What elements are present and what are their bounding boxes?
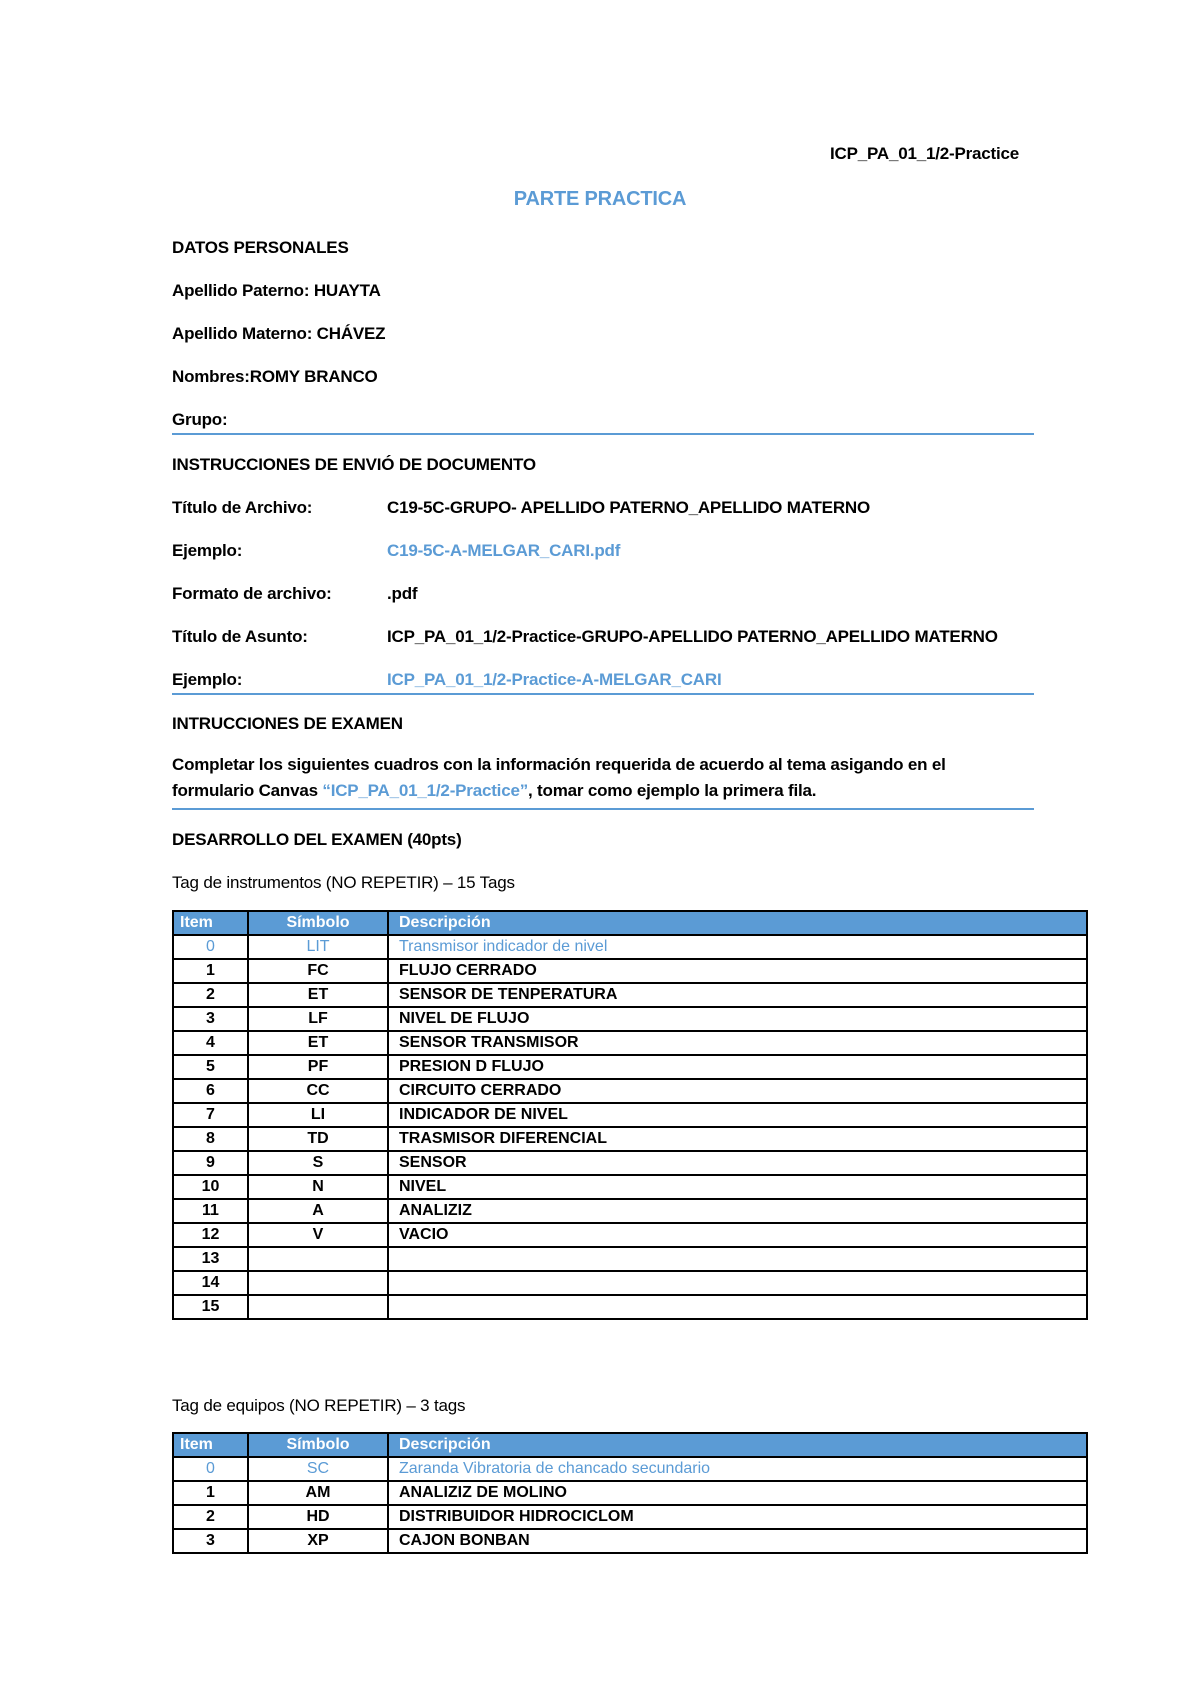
table-row [173,1457,1087,1481]
table-row [173,1271,1087,1295]
item-cell: 1 [173,959,248,983]
table-row [173,1007,1087,1031]
item-cell: 12 [173,1223,248,1247]
descripcion-cell: TRASMISOR DIFERENCIAL [388,1127,1087,1151]
table-row [173,959,1087,983]
equipos-title: Tag de equipos (NO REPETIR) – 3 tags [172,1396,466,1415]
descripcion-column-header: Descripción [388,911,1087,935]
item-cell: 2 [173,1505,248,1529]
table-row [173,935,1087,959]
simbolo-cell: LI [248,1103,388,1127]
simbolo-cell [248,1295,388,1319]
simbolo-cell [248,1247,388,1271]
envio-example-value: ICP_PA_01_1/2-Practice-A-MELGAR_CARI [387,670,722,689]
descripcion-cell: CIRCUITO CERRADO [388,1079,1087,1103]
descripcion-cell: NIVEL DE FLUJO [388,1007,1087,1031]
table-row [173,1151,1087,1175]
envio-value: C19-5C-GRUPO- APELLIDO PATERNO_APELLIDO MATERNO [387,498,870,517]
simbolo-cell: S [248,1151,388,1175]
envio-value: ICP_PA_01_1/2-Practice-GRUPO-APELLIDO PATERNO_APELLIDO MATERNO [387,627,998,646]
descripcion-cell: FLUJO CERRADO [388,959,1087,983]
simbolo-cell: ET [248,983,388,1007]
envio-label: Formato de archivo: [172,584,332,603]
descripcion-cell: Transmisor indicador de nivel [388,935,1087,959]
descripcion-cell: VACIO [388,1223,1087,1247]
item-cell: 0 [173,935,248,959]
section-divider [172,433,1034,435]
simbolo-cell: ET [248,1031,388,1055]
simbolo-cell: LF [248,1007,388,1031]
descripcion-cell: SENSOR DE TENPERATURA [388,983,1087,1007]
envio-label: Ejemplo: [172,541,243,560]
item-cell: 5 [173,1055,248,1079]
descripcion-cell: ANALIZIZ [388,1199,1087,1223]
table-row [173,1103,1087,1127]
envio-value: .pdf [387,584,418,603]
item-cell: 13 [173,1247,248,1271]
item-cell: 1 [173,1481,248,1505]
simbolo-cell: XP [248,1529,388,1553]
simbolo-cell: FC [248,959,388,983]
descripcion-cell: ANALIZIZ DE MOLINO [388,1481,1087,1505]
item-column-header: Item [173,1433,248,1457]
simbolo-cell: HD [248,1505,388,1529]
descripcion-cell: NIVEL [388,1175,1087,1199]
envio-label: Título de Archivo: [172,498,313,517]
item-cell: 15 [173,1295,248,1319]
item-cell: 9 [173,1151,248,1175]
descripcion-cell: SENSOR TRANSMISOR [388,1031,1087,1055]
descripcion-cell: CAJON BONBAN [388,1529,1087,1553]
envio-label: Título de Asunto: [172,627,308,646]
table-row [173,1127,1087,1151]
apellido-materno: Apellido Materno: CHÁVEZ [172,324,386,343]
descripcion-cell: Zaranda Vibratoria de chancado secundario [388,1457,1087,1481]
simbolo-cell: LIT [248,935,388,959]
table-row [173,1031,1087,1055]
document-code: ICP_PA_01_1/2-Practice [830,144,1020,163]
envio-heading: INSTRUCCIONES DE ENVIÓ DE DOCUMENTO [172,455,536,474]
descripcion-column-header: Descripción [388,1433,1087,1457]
item-cell: 0 [173,1457,248,1481]
table-row [173,1505,1087,1529]
descripcion-cell: INDICADOR DE NIVEL [388,1103,1087,1127]
table-row [173,1199,1087,1223]
instrumentos-table [172,910,1088,1320]
table-row [173,1481,1087,1505]
grupo: Grupo: [172,410,228,429]
table-header-row [173,911,1087,935]
item-cell: 3 [173,1007,248,1031]
page-title: PARTE PRACTICA [513,188,687,210]
item-cell: 8 [173,1127,248,1151]
table-row [173,1247,1087,1271]
item-cell: 7 [173,1103,248,1127]
descripcion-cell [388,1295,1087,1319]
desarrollo-heading: DESARROLLO DEL EXAMEN (40pts) [172,830,462,849]
item-cell: 10 [173,1175,248,1199]
instrumentos-title: Tag de instrumentos (NO REPETIR) – 15 Tags [172,873,515,892]
descripcion-cell [388,1271,1087,1295]
descripcion-cell [388,1247,1087,1271]
item-cell: 4 [173,1031,248,1055]
table-row [173,1079,1087,1103]
apellido-paterno: Apellido Paterno: HUAYTA [172,281,381,300]
item-cell: 6 [173,1079,248,1103]
instructions-text-end: , tomar como ejemplo la primera fila. [528,781,817,800]
examen-instructions [172,752,1002,804]
descripcion-cell: DISTRIBUIDOR HIDROCICLOM [388,1505,1087,1529]
table-row [173,1223,1087,1247]
table-row [173,983,1087,1007]
table-row [173,1055,1087,1079]
item-cell: 14 [173,1271,248,1295]
table-row [173,1529,1087,1553]
item-cell: 2 [173,983,248,1007]
simbolo-cell: V [248,1223,388,1247]
simbolo-cell: N [248,1175,388,1199]
descripcion-cell: PRESION D FLUJO [388,1055,1087,1079]
envio-example-value: C19-5C-A-MELGAR_CARI.pdf [387,541,621,560]
table-row [173,1295,1087,1319]
instructions-text: Completar los siguientes cuadros con la información requerida de acuerdo al tema asigando en el formulario Canvas [172,755,946,800]
item-column-header: Item [173,911,248,935]
table-header-row [173,1433,1087,1457]
nombres: Nombres:ROMY BRANCO [172,367,378,386]
table-row [173,1175,1087,1199]
section-divider [172,808,1034,810]
simbolo-column-header: Símbolo [248,911,388,935]
simbolo-cell: AM [248,1481,388,1505]
simbolo-cell: TD [248,1127,388,1151]
simbolo-cell: A [248,1199,388,1223]
examen-heading: INTRUCCIONES DE EXAMEN [172,714,403,733]
simbolo-cell: PF [248,1055,388,1079]
equipos-table [172,1432,1088,1554]
instructions-form-name: “ICP_PA_01_1/2-Practice” [322,781,529,800]
envio-label: Ejemplo: [172,670,243,689]
item-cell: 3 [173,1529,248,1553]
simbolo-cell [248,1271,388,1295]
simbolo-cell: SC [248,1457,388,1481]
item-cell: 11 [173,1199,248,1223]
simbolo-cell: CC [248,1079,388,1103]
simbolo-column-header: Símbolo [248,1433,388,1457]
section-divider [172,693,1034,695]
descripcion-cell: SENSOR [388,1151,1087,1175]
personal-data-heading: DATOS PERSONALES [172,238,349,257]
